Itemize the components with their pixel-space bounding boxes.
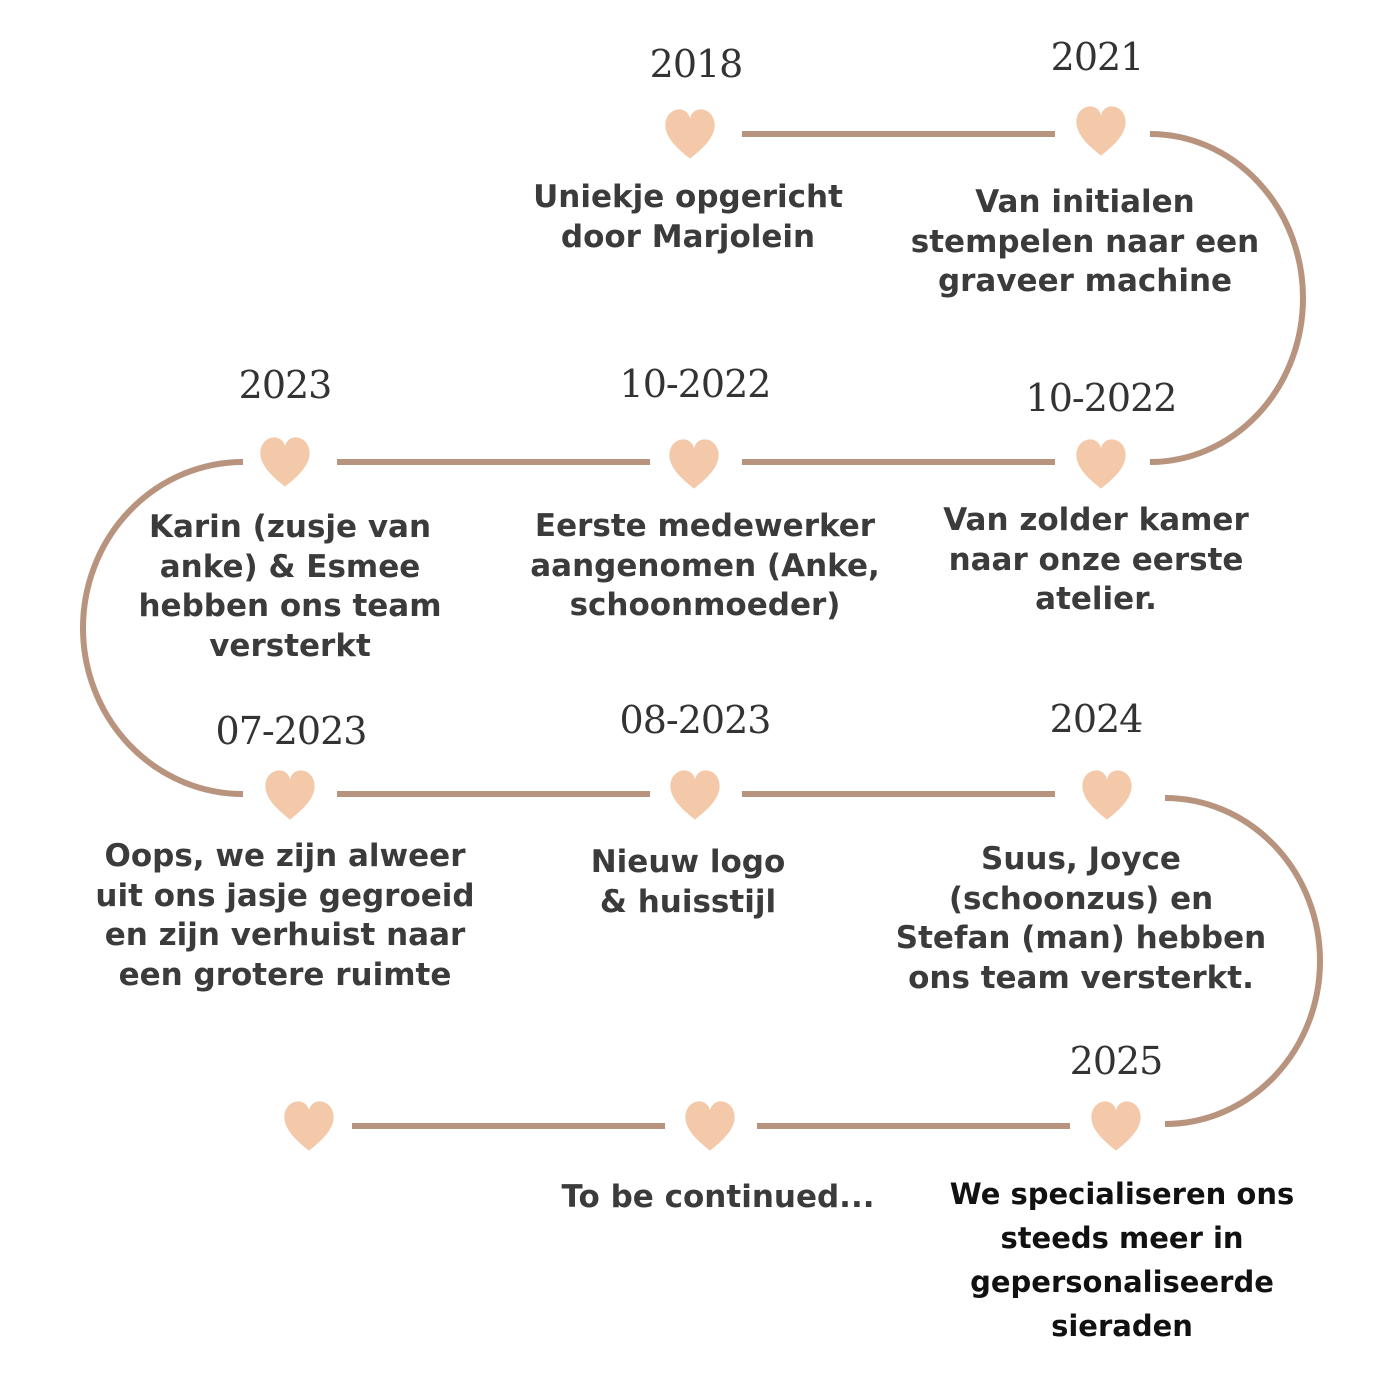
heart-icon — [1073, 436, 1129, 492]
milestone-year-10-2022-employee: 10-2022 — [619, 362, 771, 406]
milestone-year-08-2023: 08-2023 — [619, 698, 771, 742]
milestone-text-2025: We specialiseren ons steeds meer in gepersonaliseerde sieraden — [949, 1177, 1295, 1343]
milestone-year-07-2023: 07-2023 — [215, 709, 367, 753]
milestone-text-to-be-continued: To be continued... — [561, 1179, 875, 1215]
milestone-text-10-2022-atelier: Van zolder kamer naar onze eerste atelier. — [943, 502, 1249, 617]
heart-icon — [281, 1098, 337, 1154]
milestone-text-2018: Uniekje opgericht door Marjolein — [533, 179, 843, 255]
milestone-text-08-2023: Nieuw logo & huisstijl — [590, 844, 786, 920]
milestone-year-10-2022-atelier: 10-2022 — [1025, 376, 1177, 420]
milestone-year-2023: 2023 — [238, 363, 332, 407]
heart-icon — [1073, 103, 1129, 159]
heart-icon — [666, 436, 722, 492]
heart-icon — [667, 767, 723, 823]
milestone-year-2021: 2021 — [1050, 35, 1144, 79]
heart-icon — [662, 106, 718, 162]
milestone-text-2023: Karin (zusje van anke) & Esmee hebben ons team versterkt — [138, 509, 442, 664]
milestone-text-2021: Van initialen stempelen naar een graveer machine — [910, 184, 1260, 299]
heart-icon — [682, 1098, 738, 1154]
milestone-year-2018: 2018 — [649, 42, 743, 86]
milestone-text-07-2023: Oops, we zijn alweer uit ons jasje gegroeid en zijn verhuist naar een grotere ruimte — [95, 838, 475, 993]
milestone-text-10-2022-employee: Eerste medewerker aangenomen (Anke, schoonmoeder) — [530, 508, 880, 623]
heart-icon — [257, 434, 313, 490]
heart-icon — [1079, 767, 1135, 823]
milestone-year-2024: 2024 — [1049, 697, 1143, 741]
heart-icon — [1088, 1098, 1144, 1154]
milestone-year-2025: 2025 — [1069, 1039, 1163, 1083]
heart-icon — [262, 767, 318, 823]
milestone-text-2024: Suus, Joyce (schoonzus) en Stefan (man) hebben ons team versterkt. — [895, 841, 1267, 996]
